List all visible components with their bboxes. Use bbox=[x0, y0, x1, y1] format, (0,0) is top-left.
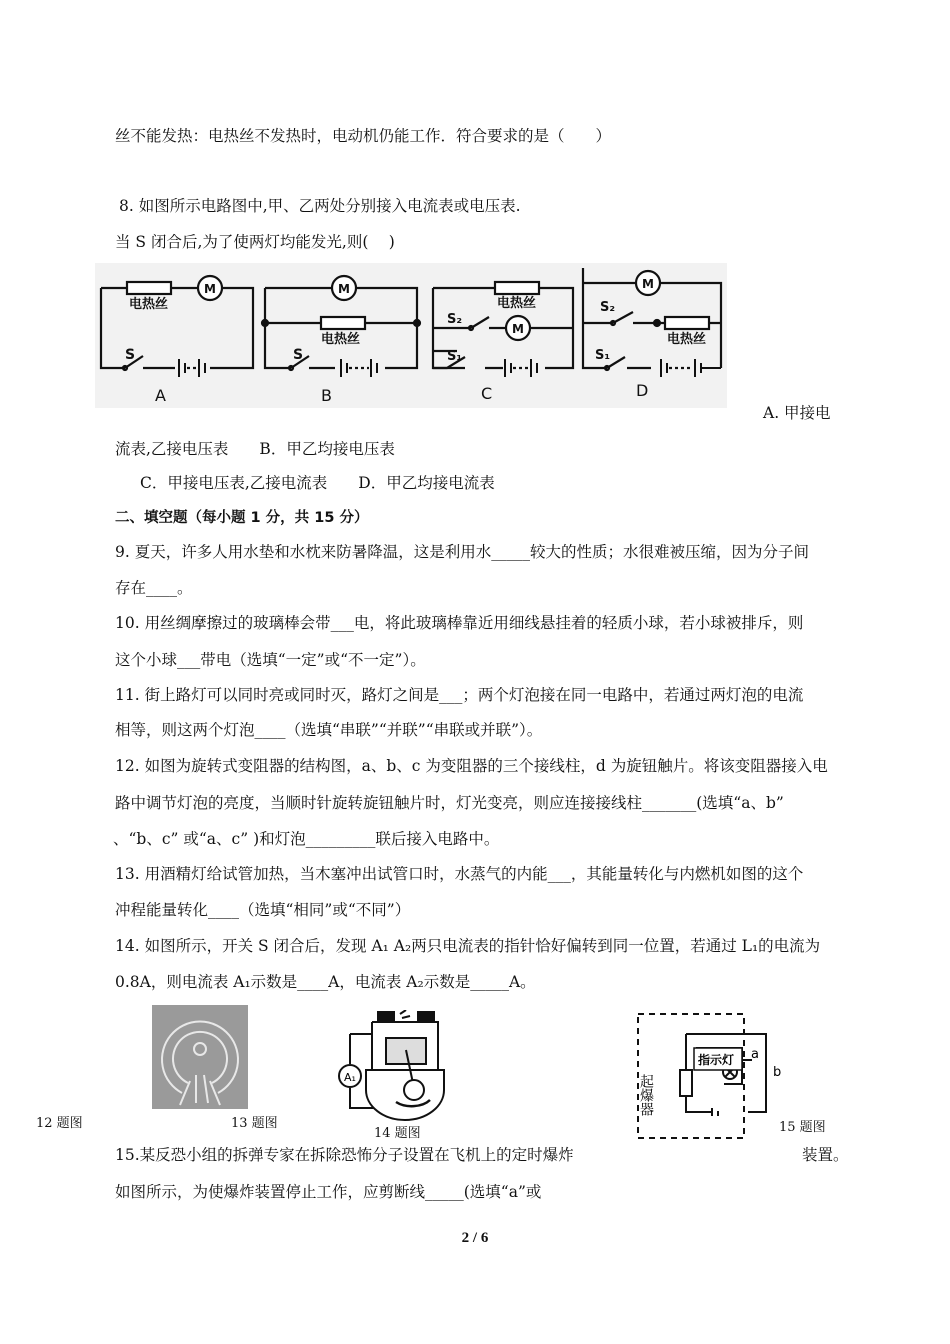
question-8-line2: 当 S 闭合后,为了使两灯均能发光,则( ) bbox=[115, 233, 395, 251]
indicator-label: 指示灯 bbox=[698, 1053, 735, 1067]
motor-label: M bbox=[204, 282, 216, 296]
question-14-line1: 14. 如图所示，开关 S 闭合后，发现 A₁ A₂两只电流表的指针恰好偏转到同一位置，若通过 L₁的电流为 bbox=[115, 937, 821, 955]
question-15-line1: 15.某反恐小组的拆弹专家在拆除恐怖分子设置在飞机上的定时爆炸 bbox=[115, 1146, 574, 1164]
question-10-line1: 10. 用丝绸摩擦过的玻璃棒会带___电，将此玻璃棒靠近用细线悬挂着的轻质小球，若小球被排斥，则 bbox=[115, 614, 804, 632]
heater-label: 电热丝 bbox=[321, 332, 361, 347]
option-a-start: A. 甲接电 bbox=[763, 404, 831, 422]
heater-label: 电热丝 bbox=[129, 297, 169, 312]
fig14-engine-image bbox=[330, 1010, 450, 1122]
question-13-line2: 冲程能量转化____（选填“相同”或“不同”） bbox=[115, 901, 411, 919]
question-8-line1: 8. 如图所示电路图中,甲、乙两处分别接入电流表或电压表. bbox=[119, 197, 521, 215]
question-15-line2: 如图所示，为使爆炸装置停止工作，应剪断线_____(选填“a”或 bbox=[115, 1183, 542, 1201]
section-heading: 二、填空题（每小题 1 分，共 15 分） bbox=[115, 510, 369, 526]
motor-label: M bbox=[338, 282, 350, 296]
option-label: D bbox=[636, 381, 649, 400]
switch-label: S₂ bbox=[447, 312, 463, 327]
page-number: 2 / 6 bbox=[461, 1230, 489, 1246]
question-12-line2: 路中调节灯泡的亮度，当顺时针旋转旋钮触片时，灯光变亮，则应连接接线柱_______(选填“a、b” bbox=[115, 794, 784, 812]
fig15-detonator-diagram bbox=[636, 1012, 786, 1142]
switch-label: S₂ bbox=[600, 300, 616, 315]
question-9-line1: 9. 夏天，许多人用水垫和水枕来防暑降温，这是利用水_____较大的性质；水很难被压缩，因为分子间 bbox=[115, 543, 809, 561]
motor-label: M bbox=[642, 277, 654, 291]
question-13-line1: 13. 用酒精灯给试管加热，当木塞冲出试管口时，水蒸气的内能___，其能量转化与内燃机如图的这个 bbox=[115, 865, 804, 883]
fig13-caption: 13 题图 bbox=[231, 1116, 278, 1131]
question-10-line2: 这个小球___带电（选填“一定”或“不一定”）。 bbox=[115, 651, 426, 669]
question-12-line1: 12. 如图为旋转式变阻器的结构图，a、b、c 为变阻器的三个接线柱，d 为旋钮触片。将该变阻器接入电 bbox=[115, 757, 828, 775]
switch-label: S bbox=[125, 347, 136, 363]
detonator-label: 起爆器 bbox=[638, 1074, 654, 1116]
fig14-caption: 14 题图 bbox=[374, 1126, 421, 1141]
question-11-line2: 相等，则这两个灯泡____（选填“串联”“并联”“串联或并联”）。 bbox=[115, 721, 543, 739]
fig12-rheostat-image bbox=[152, 1005, 248, 1109]
motor-label: M bbox=[512, 322, 524, 336]
circuit-options-figure bbox=[95, 263, 727, 408]
option-label: B bbox=[321, 386, 332, 405]
question-12-line3: 、“b、c” 或“a、c” )和灯泡_________联后接入电路中。 bbox=[113, 830, 500, 848]
question-11-line1: 11. 街上路灯可以同时亮或同时灭，路灯之间是___；两个灯泡接在同一电路中，若通过两灯泡的电流 bbox=[115, 686, 804, 704]
option-a-b: 流表,乙接电压表 B．甲乙均接电压表 bbox=[115, 440, 395, 458]
heater-label: 电热丝 bbox=[497, 296, 537, 311]
text-line: 丝不能发热：电热丝不发热时，电动机仍能工作．符合要求的是（ ） bbox=[115, 127, 612, 145]
switch-label: S bbox=[293, 347, 304, 363]
switch-label: S₁ bbox=[447, 349, 463, 364]
fig12-caption: 12 题图 bbox=[36, 1116, 83, 1131]
question-15-line1-end: 装置。 bbox=[802, 1146, 849, 1164]
option-c-d: C．甲接电压表,乙接电流表 D．甲乙均接电流表 bbox=[140, 474, 495, 492]
option-label: A bbox=[155, 386, 166, 405]
question-9-line2: 存在____。 bbox=[115, 579, 193, 597]
wire-a-label[interactable]: a bbox=[751, 1047, 759, 1062]
heater-label: 电热丝 bbox=[667, 332, 707, 347]
fig15-caption: 15 题图 bbox=[779, 1120, 826, 1135]
switch-label: S₁ bbox=[595, 348, 611, 363]
wire-b-label[interactable]: b bbox=[773, 1065, 782, 1080]
question-14-line2: 0.8A，则电流表 A₁示数是____A，电流表 A₂示数是_____A。 bbox=[115, 973, 536, 991]
ammeter-label: A₁ bbox=[344, 1071, 356, 1084]
option-label: C bbox=[481, 384, 493, 403]
